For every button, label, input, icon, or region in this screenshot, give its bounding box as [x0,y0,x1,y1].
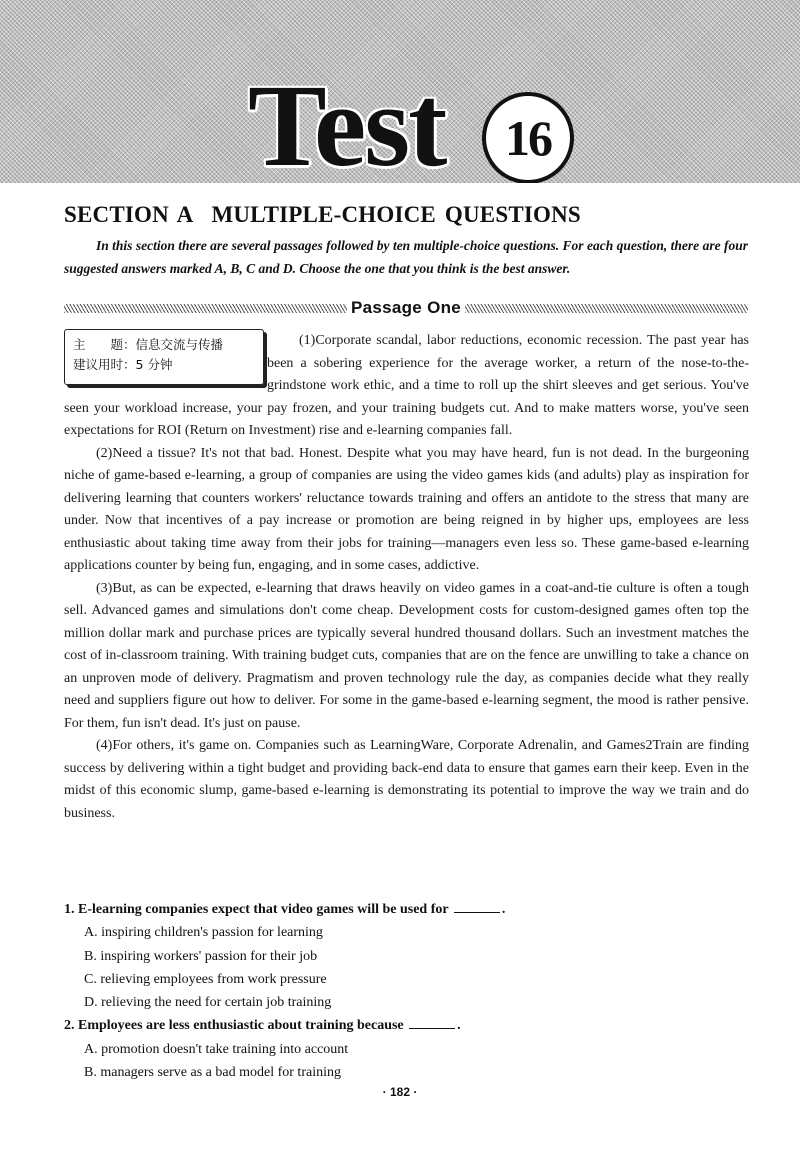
question-2-stem: 2. Employees are less enthusiastic about training because . [64,1014,749,1037]
time-row: 建议用时：5 分钟 [73,357,173,372]
answer-blank [454,899,500,913]
question-1-option-a[interactable]: A. inspiring children's passion for learning [84,925,323,941]
section-instructions: In this section there are several passages followed by ten multiple-choice questions. For each question, there are four suggested answers marked A, B, C and D. Choose the one that you think is the best answer. [64,238,748,276]
paragraph-2: (2)Need a tissue? It's not that bad. Honest. Despite what you may have heard, fun is not dead. In the burgeoning niche of game-based e-learning, a group of companies are using the video games kids (and adults) play as inspiration for delivering learning that counters workers' reluctance towards training and offers an antidote to the stress that many are under. Now that incentives of a pay increase or promotion are being reigned in by higher ups, employees are less enthusiastic about taking time away from their jobs for training—managers even less so. These game-based e-learning applications counter by being fun, engaging, and in some cases, addictive. [64,445,749,573]
passage-body [64,330,749,825]
title-banner [0,0,800,183]
hatch-divider-right [465,304,748,313]
test-title: Test [248,60,446,183]
question-2-option-b[interactable]: B. managers serve as a bad model for training [84,1065,341,1081]
time-value: 5 分钟 [135,357,173,372]
section-subtitle: MULTIPLE-CHOICE QUESTIONS [211,202,581,227]
paragraph-1: (1)Corporate scandal, labor reductions, economic recession. The past year has been a sobering experience for the average worker, a return of the nose-to-the-grindstone work ethic, and a time to roll up the shirt sleeves and get serious. You've seen your workload increase, your pay frozen, and your training budgets cut. And to make matters worse, you've seen expectations for ROI (Return on Investment) rise and e-learning companies fall. [64,333,749,438]
page-number: · 182 · [382,1085,418,1099]
paragraph-3: (3)But, as can be expected, e-learning that draws heavily on video games in a coat-and-tie culture is often a tough sell. Advanced games and simulations don't come cheap. Development costs for custom-designed games often top the million dollar mark and purchase prices are typically several hundred thousand dollars. Such an investment matches the cost of in-classroom training. With training budget cuts, companies that are on the fence are unwilling to take a chance on an unproven mode of delivery. Pragmatism and proven technology rule the day, as companies decide what they really need and suppliers figure out how to deliver. For some in the game-based e-learning segment, the mood is rather pensive. For them, fun isn't dead. It's just on pause. [64,580,749,731]
answer-blank [409,1015,455,1029]
question-1-option-c[interactable]: C. relieving employees from work pressure [84,971,327,987]
time-label: 建议用时 [73,357,124,372]
question-2-option-a[interactable]: A. promotion doesn't take training into account [84,1041,349,1057]
passage-header [64,298,748,318]
topic-row: 主 题：信息交流与传播 [73,337,224,352]
question-1-option-d[interactable]: D. relieving the need for certain job training [84,995,332,1011]
section-heading [64,202,581,228]
question-1-stem: 1. E-learning companies expect that video games will be used for . [64,898,749,921]
topic-value: 信息交流与传播 [135,337,224,352]
hatch-divider-left [64,304,347,313]
question-list [64,898,749,1084]
section-label: SECTION A [64,202,194,227]
paragraph-4: (4)For others, it's game on. Companies such as LearningWare, Corporate Adrenalin, and Games2Train are finding success by delivering within a tight budget and providing back-end data to ensure that games earn their keep. Even in the midst of this economic slump, game-based e-learning is demonstrating its potential to improve the way we train and do business. [64,738,749,821]
question-1-option-b[interactable]: B. inspiring workers' passion for their job [84,948,318,964]
test-number-badge: 16 [482,92,574,183]
topic-label: 主 题 [73,337,124,352]
passage-title: Passage One [350,298,462,317]
